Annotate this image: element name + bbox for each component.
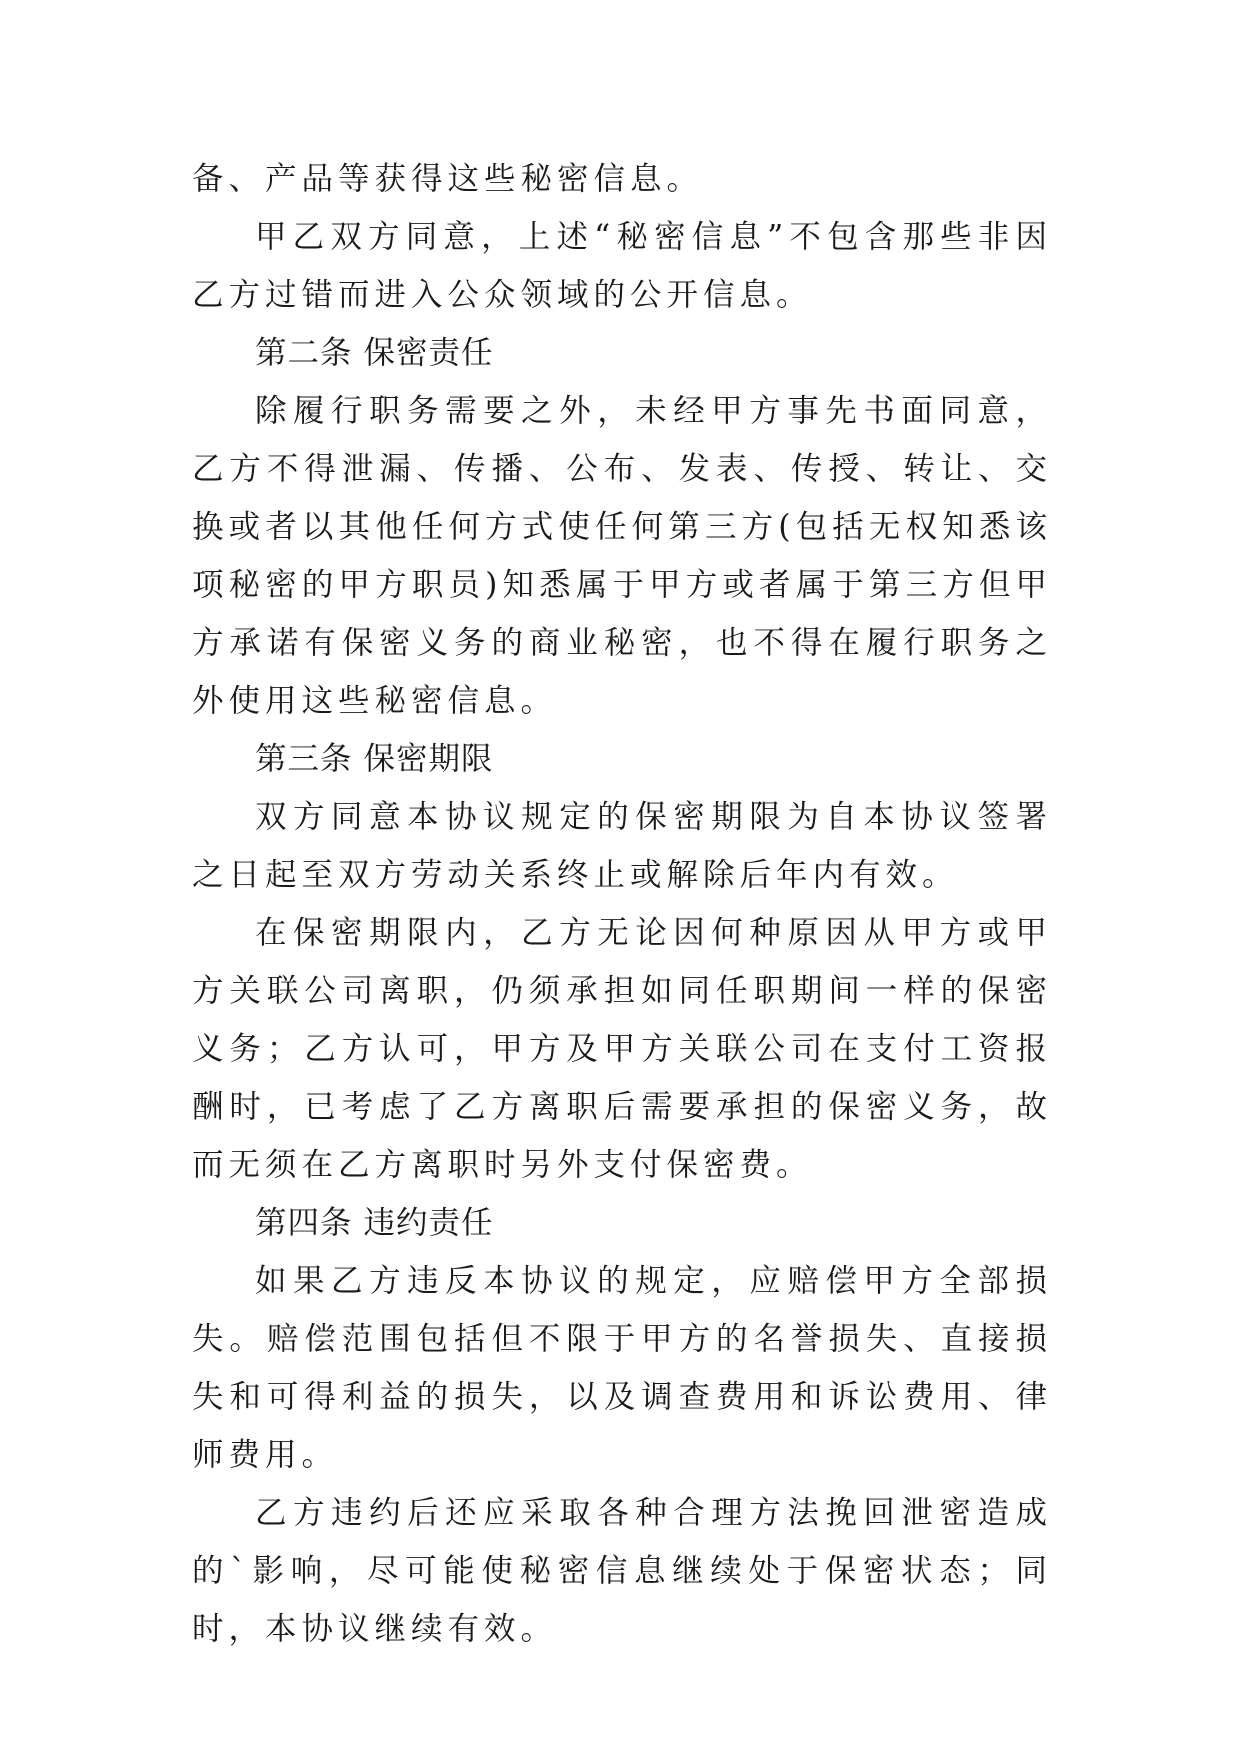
paragraph-confidentiality-period: 双方同意本协议规定的保密期限为自本协议签署之日起至双方劳动关系终止或解除后年内有效。 — [192, 799, 1052, 893]
paragraph-compensation: 如果乙方违反本协议的规定，应赔偿甲方全部损失。赔偿范围包括但不限于甲方的名誉损失、直接损失和可得利益的损失，以及调查费用和诉讼费用、律师费用。 — [192, 1263, 1052, 1473]
article-3-heading: 第三条 保密期限 — [255, 741, 494, 777]
article-4-heading: 第四条 违约责任 — [255, 1205, 494, 1241]
paragraph-remedial-action: 乙方违约后还应采取各种合理方法挽回泄密造成的`影响，尽可能使秘密信息继续处于保密状态；同时，本协议继续有效。 — [192, 1495, 1052, 1647]
paragraph-continued: 备、产品等获得这些秘密信息。 — [192, 161, 704, 197]
article-2-heading: 第二条 保密责任 — [255, 335, 494, 371]
paragraph-post-employment-duty: 在保密期限内，乙方无论因何种原因从甲方或甲方关联公司离职，仍须承担如同任职期间一样的保密义务；乙方认可，甲方及甲方关联公司在支付工资报酬时，已考虑了乙方离职后需要承担的保密义务，故而无须在乙方离职时另外支付保密费。 — [192, 915, 1052, 1183]
document-body — [192, 150, 1052, 1658]
paragraph-confidentiality-duty: 除履行职务需要之外，未经甲方事先书面同意，乙方不得泄漏、传播、公布、发表、传授、转让、交换或者以其他任何方式使任何第三方(包括无权知悉该项秘密的甲方职员)知悉属于甲方或者属于第三方但甲方承诺有保密义务的商业秘密，也不得在履行职务之外使用这些秘密信息。 — [192, 393, 1052, 719]
paragraph-public-info-exclusion: 甲乙双方同意，上述“秘密信息”不包含那些非因乙方过错而进入公众领域的公开信息。 — [192, 219, 1052, 313]
